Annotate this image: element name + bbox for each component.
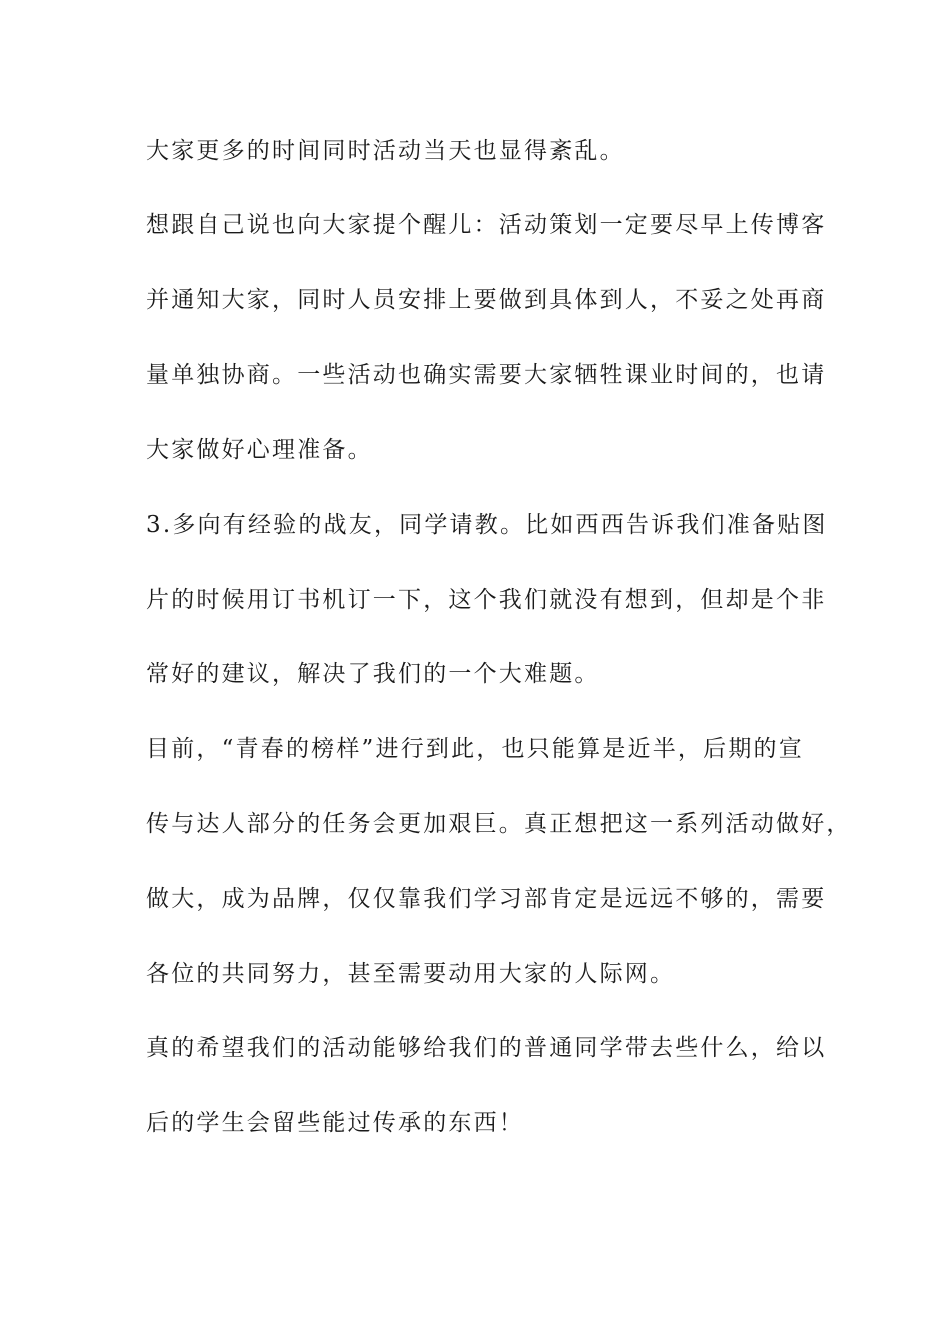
- text-line: 量单独协商。一些活动也确实需要大家牺牲课业时间的，也请: [146, 362, 827, 388]
- text-line: 各位的共同努力，甚至需要动用大家的人际网。: [146, 961, 676, 987]
- text-line: 后的学生会留些能过传承的东西！: [146, 1110, 524, 1136]
- text-line: 做大，成为品牌，仅仅靠我们学习部肯定是远远不够的，需要: [146, 886, 827, 912]
- text-line: 常好的建议，解决了我们的一个大难题。: [146, 661, 600, 687]
- text-line: 片的时候用订书机订一下，这个我们就没有想到，但却是个非: [146, 587, 827, 613]
- text-line: 传与达人部分的任务会更加艰巨。真正想把这一系列活动做好，: [146, 811, 852, 837]
- text-line: 想跟自己说也向大家提个醒儿：活动策划一定要尽早上传博客: [146, 212, 827, 238]
- text-line: 并通知大家，同时人员安排上要做到具体到人，不妥之处再商: [146, 287, 827, 313]
- text-line: 目前，“青春的榜样”进行到此，也只能算是近半，后期的宣: [146, 736, 804, 762]
- text-line: 大家更多的时间同时活动当天也显得紊乱。: [146, 138, 625, 164]
- text-line: 3.多向有经验的战友，同学请教。比如西西告诉我们准备贴图: [146, 512, 828, 538]
- text-line: 真的希望我们的活动能够给我们的普通同学带去些什么，给以: [146, 1035, 827, 1061]
- text-line: 大家做好心理准备。: [146, 437, 373, 463]
